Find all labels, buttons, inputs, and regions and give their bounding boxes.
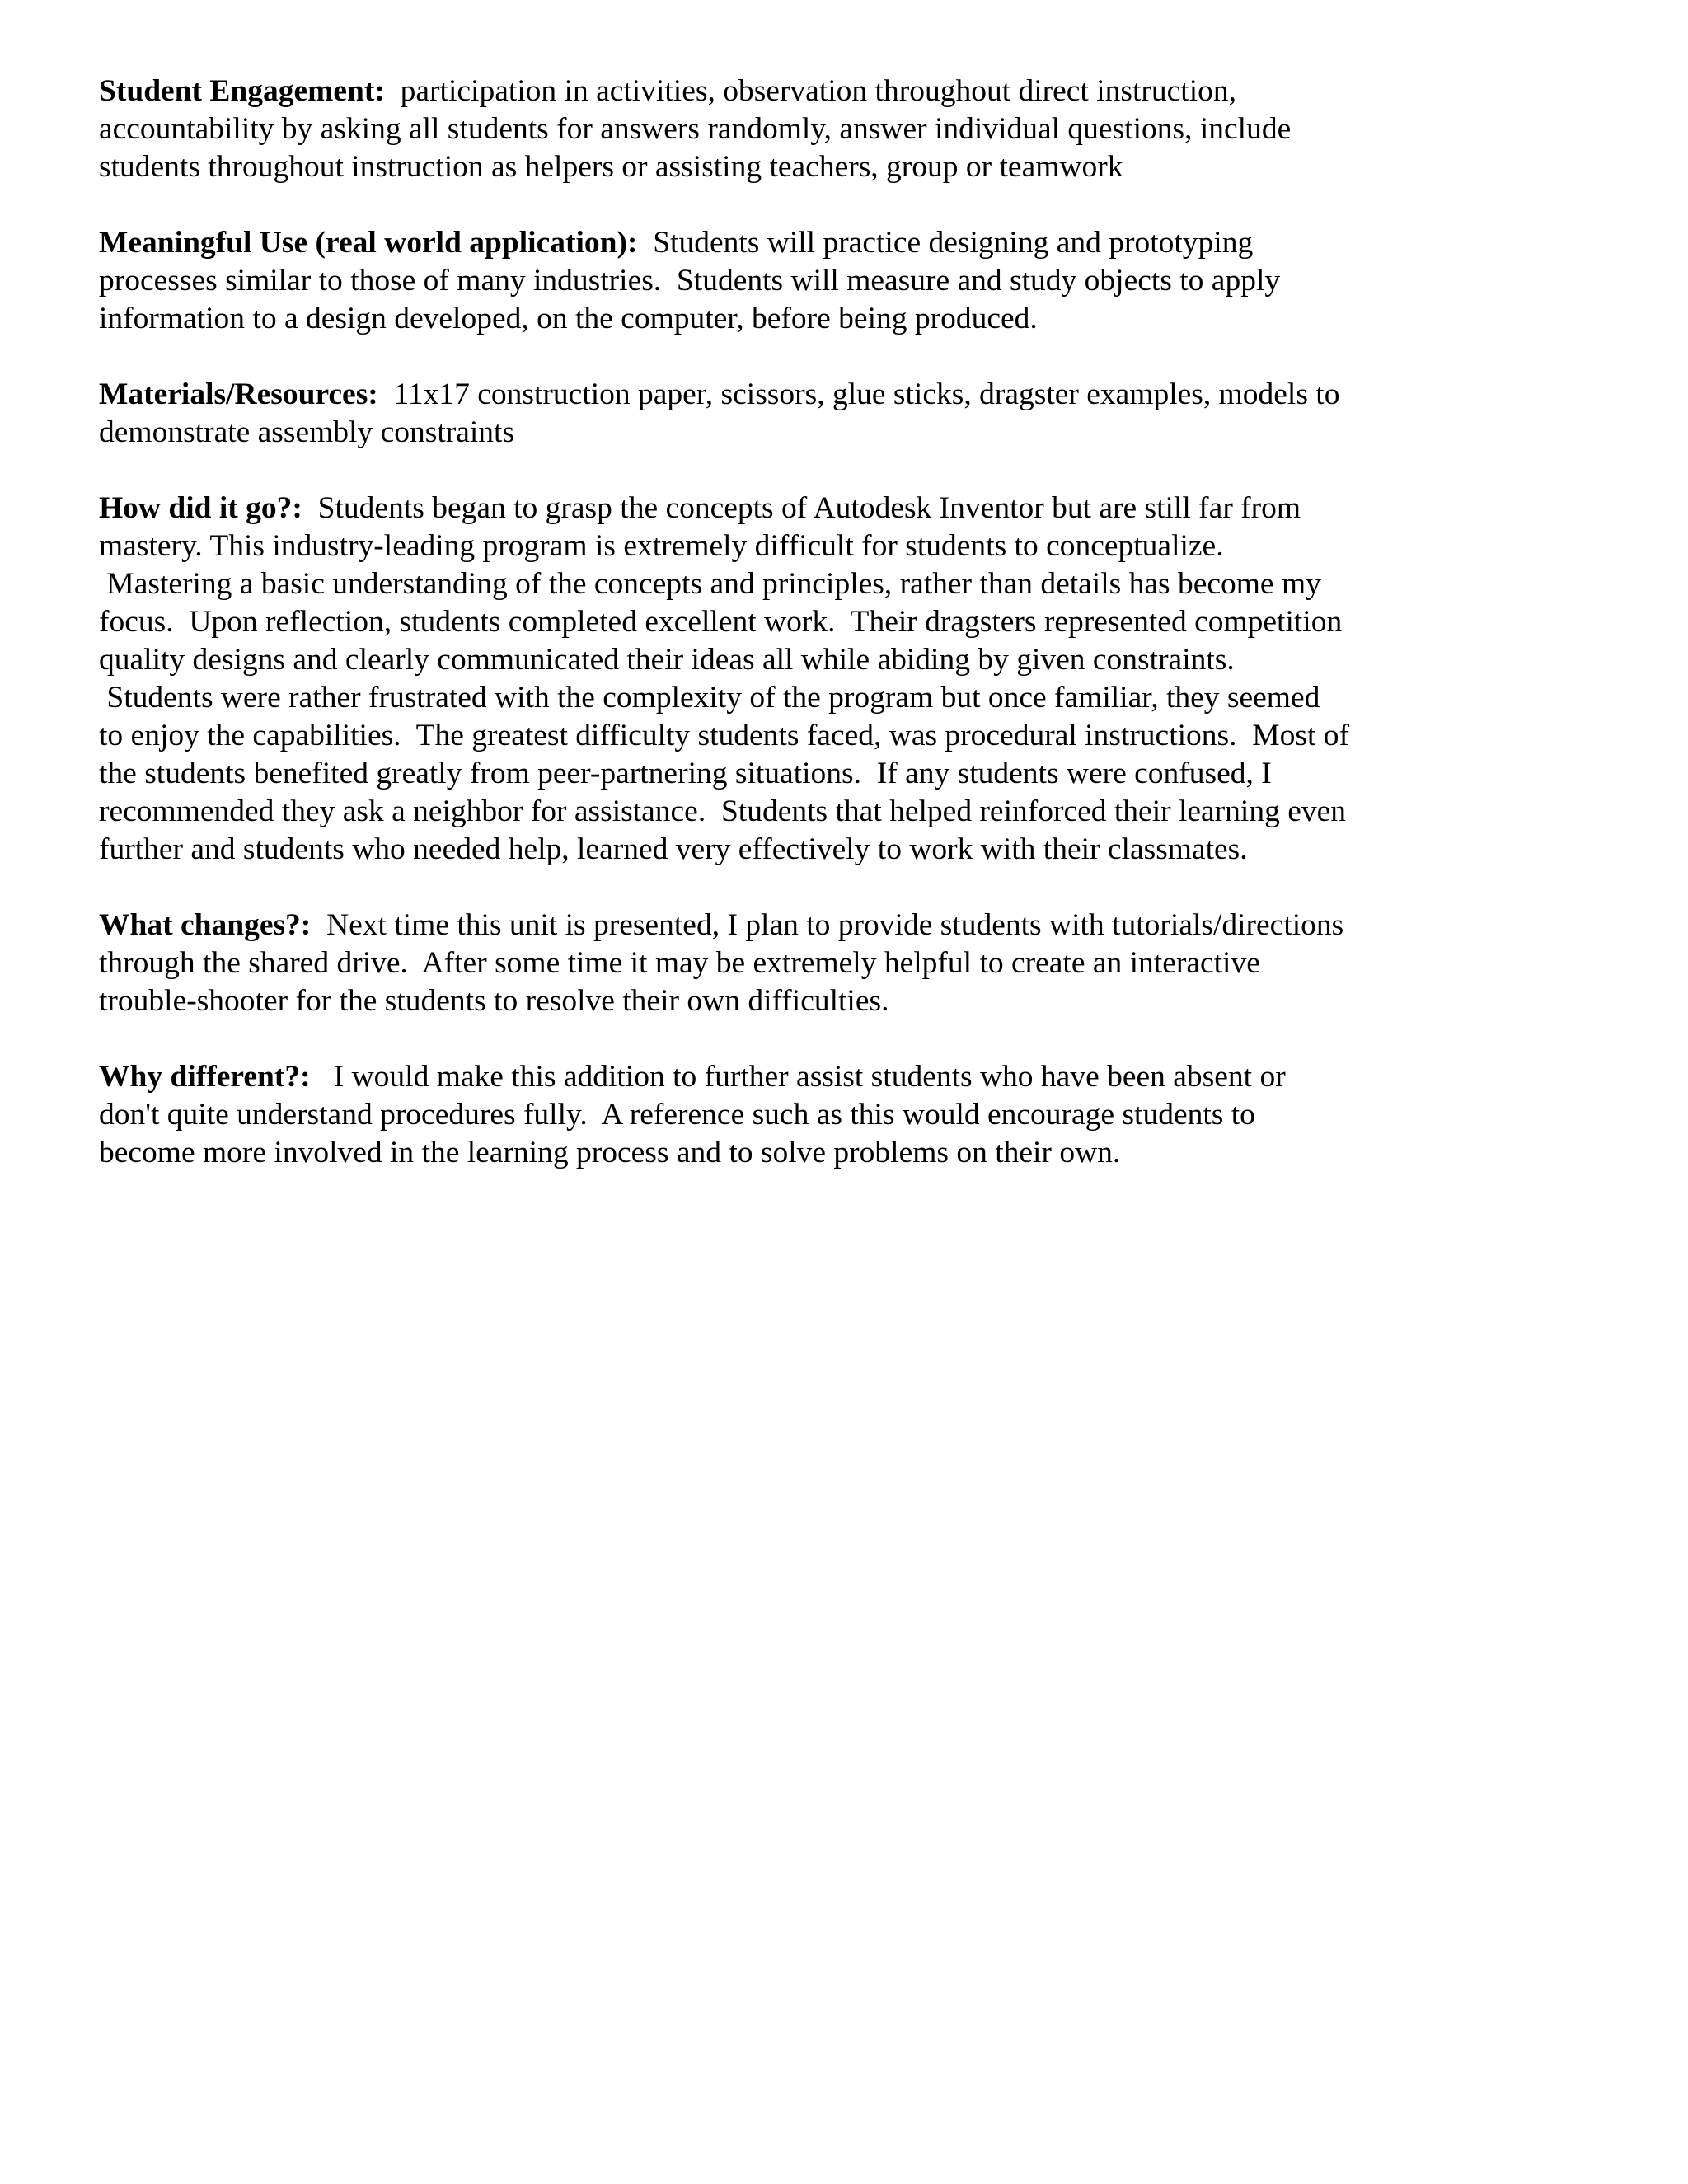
section-text: Mastering a basic understanding of the concepts and principles, rather than details has become my	[99, 567, 1321, 601]
section-text: Next time this unit is presented, I plan to provide students with tutorials/directions	[311, 908, 1344, 942]
section-what-changes	[99, 907, 1451, 1020]
section-text: don't quite understand procedures fully. A reference such as this would encourage students to	[99, 1098, 1255, 1132]
section-text: demonstrate assembly constraints	[99, 415, 515, 449]
section-text: 11x17 construction paper, scissors, glue sticks, dragster examples, models to	[377, 377, 1340, 411]
section-first-line	[99, 490, 1451, 527]
section-text: to enjoy the capabilities. The greatest difficulty students faced, was procedural instructions. Most of	[99, 719, 1349, 752]
section-label: How did it go?:	[99, 491, 302, 525]
section-how-did-it-go	[99, 490, 1451, 869]
section-text: accountability by asking all students for answers randomly, answer individual questions, include	[99, 112, 1292, 146]
section-label: Why different?:	[99, 1060, 311, 1094]
section-why-different	[99, 1058, 1451, 1172]
section-student-engagement	[99, 73, 1451, 186]
section-text: processes similar to those of many industries. Students will measure and study objects to apply	[99, 264, 1281, 298]
section-text: information to a design developed, on the computer, before being produced.	[99, 302, 1038, 335]
section-text: quality designs and clearly communicated their ideas all while abiding by given constraints.	[99, 643, 1235, 677]
section-text: mastery. This industry-leading program is extremely difficult for students to conceptualize.	[99, 529, 1224, 563]
section-first-line	[99, 73, 1451, 110]
section-materials-resources	[99, 376, 1451, 452]
section-text: Students began to grasp the concepts of Autodesk Inventor but are still far from	[302, 491, 1301, 525]
section-meaningful-use	[99, 224, 1451, 338]
section-first-line	[99, 376, 1451, 414]
section-label: What changes?:	[99, 908, 312, 942]
section-first-line	[99, 907, 1451, 944]
section-text: focus. Upon reflection, students completed excellent work. Their dragsters represented competition	[99, 605, 1343, 639]
section-text: the students benefited greatly from peer-partnering situations. If any students were confused, I	[99, 757, 1272, 790]
section-first-line	[99, 1058, 1451, 1096]
section-first-line	[99, 224, 1451, 262]
document-page	[99, 73, 1451, 1210]
section-text: Students will practice designing and prototyping	[637, 226, 1254, 260]
section-text: I would make this addition to further assist students who have been absent or	[310, 1060, 1286, 1094]
section-text: students throughout instruction as helpers or assisting teachers, group or teamwork	[99, 150, 1123, 184]
section-text: through the shared drive. After some time it may be extremely helpful to create an interactive	[99, 946, 1260, 980]
section-label: Student Engagement:	[99, 74, 385, 108]
section-text: recommended they ask a neighbor for assistance. Students that helped reinforced their learning even	[99, 794, 1347, 828]
section-text: become more involved in the learning process and to solve problems on their own.	[99, 1136, 1121, 1169]
section-text: participation in activities, observation throughout direct instruction,	[384, 74, 1237, 108]
section-text: Students were rather frustrated with the complexity of the program but once familiar, they seemed	[99, 681, 1320, 715]
section-label: Materials/Resources:	[99, 377, 378, 411]
section-label: Meaningful Use (real world application):	[99, 226, 638, 260]
section-text: further and students who needed help, learned very effectively to work with their classmates.	[99, 832, 1248, 866]
section-text: trouble-shooter for the students to resolve their own difficulties.	[99, 984, 889, 1018]
